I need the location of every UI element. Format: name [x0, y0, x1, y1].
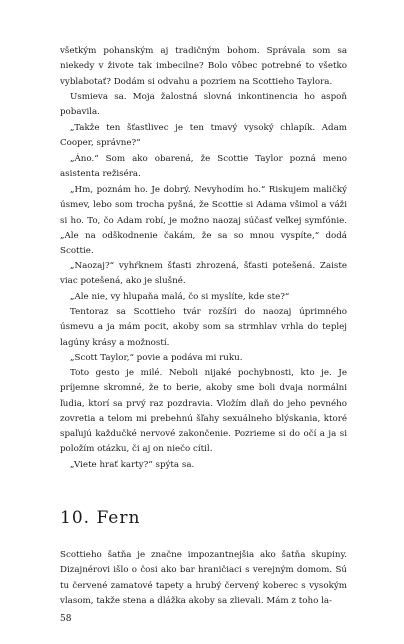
paragraph-11: „Viete hrať karty?“ spýta sa. — [70, 460, 195, 470]
paragraph-6: „Naozaj?“ vyhŕknem šťasti zhrozená, šťasti potešená. Zaiste viac potešená, ako je slušné. — [60, 261, 347, 287]
paragraph-2: Usmieva sa. Moja žalostná slovná inkontinencia ho aspoň pobavila. — [60, 92, 347, 118]
chapter-paragraph: Scottieho šatňa je značne impozantnejšia ako šatňa skupiny. Dizajnérovi išlo o čosi ako bar hraničiaci s verejným domom. Sú tu červené zamatové tapety a hrubý červený koberec s vysokým vlasom, takže stena a dlážka akoby sa zlievali. Mám z toho la- — [60, 550, 347, 606]
paragraph-3: „Takže ten šťastlivec je ten tmavý vysoký chlapík. Adam Cooper, správne?“ — [60, 123, 347, 149]
chapter-heading: 10. Fern — [60, 508, 141, 528]
paragraph-10: Toto gesto je milé. Neboli nijaké pochybnosti, kto je. Je príjemne skromné, že to berie, akoby sme boli dvaja normálni ľudia, ktorí sa prvý raz pozdravia. Vložím dlaň do jeho pevného zovretia a telom mi prebehnú šľahy sexuálneho blýskania, ktoré spaľujú každučké nervové zakončenie. Pozrieme si do očí a ja si položím otázku, či aj on niečo cítil. — [60, 368, 347, 455]
page-number: 58 — [60, 614, 72, 624]
paragraph-7: „Ale nie, vy hlupaňa malá, čo si myslíte, kde ste?“ — [70, 292, 290, 302]
paragraph-5: „Hm, poznám ho. Je dobrý. Nevyhodím ho.“ Riskujem maličký úsmev, lebo som trocha pyšná, že Scottie si Adama všimol a váži si ho. To, čo Adam robí, je možno naozaj súčasť veľkej symfónie. „Ale na odškodnenie čakám, že sa so mnou vyspíte,“ dodá Scottie. — [60, 185, 347, 257]
paragraph-4: „Áno.“ Som ako obarená, že Scottie Taylor pozná meno asistenta režiséra. — [60, 154, 347, 180]
paragraph-1: všetkým pohanským aj tradičným bohom. Správala som sa niekedy v živote tak imbecilne? Bolo vôbec potrebné to všetko vyblabotať? Dodám si odvahu a pozriem na Scottieho Taylora. — [60, 46, 347, 87]
paragraph-8: Tentoraz sa Scottieho tvár rozšíri do naozaj úprimného úsmevu a ja mám pocit, akoby som sa strmhlav vrhla do teplej lagúny krásy a možností. — [60, 307, 347, 348]
paragraph-9: „Scott Taylor,“ povie a podáva mi ruku. — [70, 353, 243, 363]
